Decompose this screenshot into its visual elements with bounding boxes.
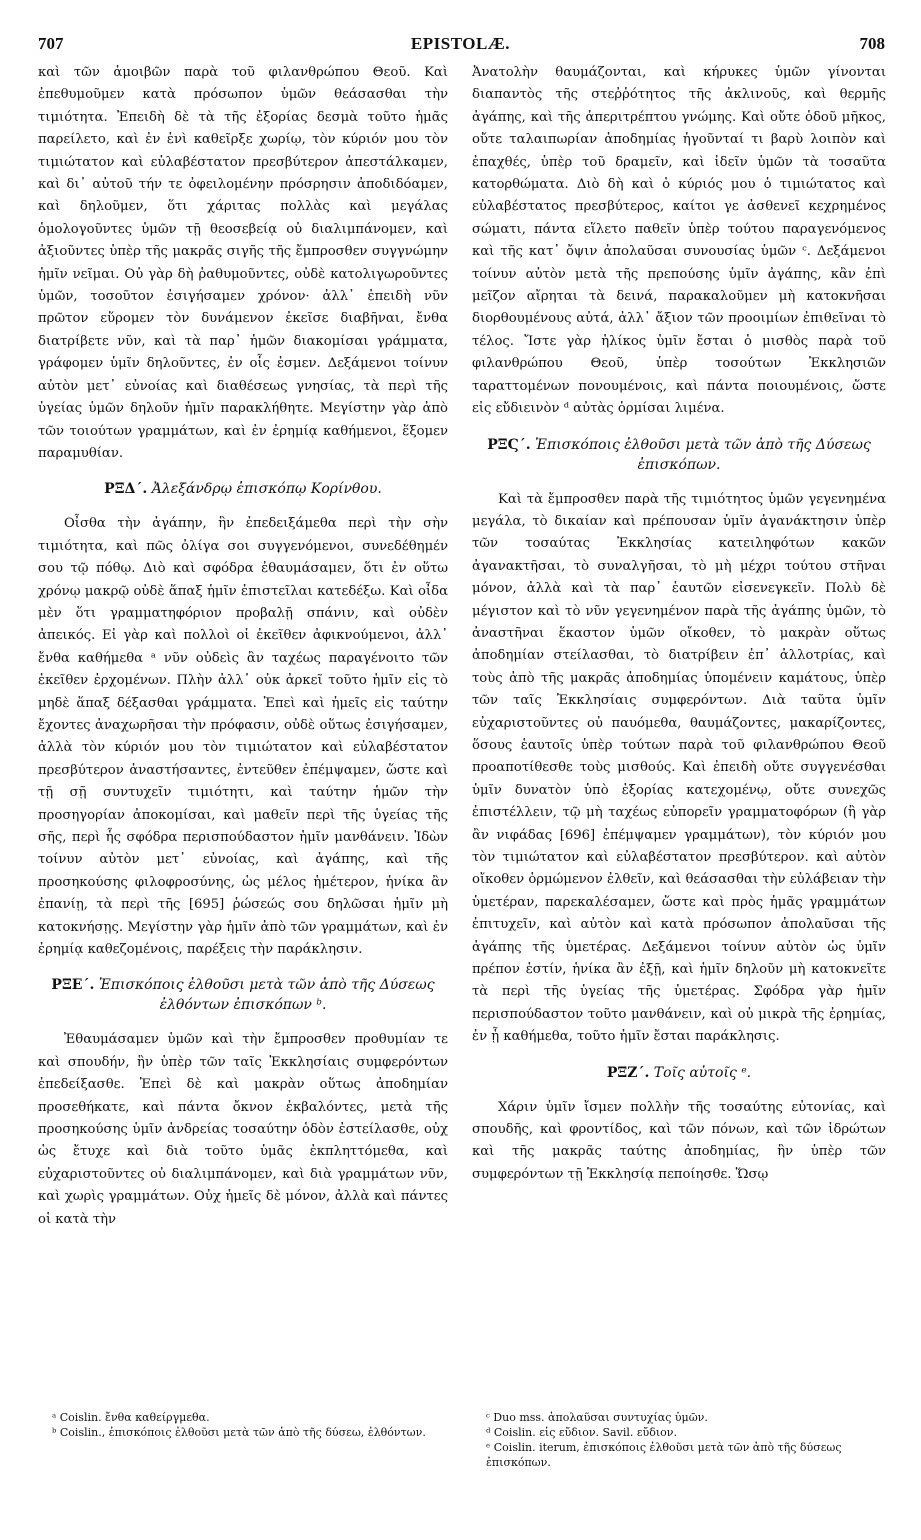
footnote: ᵈ Coislin. εἰς εὔδιον. Savil. εὔδιον. xyxy=(486,1426,677,1439)
letter-number: ΡΞΖ΄. xyxy=(606,1064,650,1081)
letter-heading-167 xyxy=(472,1063,886,1083)
page-number-right: 708 xyxy=(859,34,885,53)
footnote: ᵇ Coislin., ἐπισκόποις ἐλθοῦσι μετὰ τῶν ἀπὸ τῆς δύσεω, ἐλθόντων. xyxy=(52,1426,426,1439)
left-paragraph-2: Οἶσθα τὴν ἀγάπην, ἣν ἐπεδειξάμεθα περὶ τὴν σὴν τιμιότητα, καὶ πῶς ὀλίγα σοι συγγενόμενοι, συνεδέθημέν σου τῷ πόθῳ. Διὸ καὶ σφόδρα ἐθαυμάσαμεν, ὅτι ἐν οὕτω χρόνῳ μακρῷ οὐδὲ ἅπαξ ἡμῖν ἐπιστεῖλαι κατεδέξω. Καὶ οἶδα μὲν ὅτι γραμματηφόριον προβαλῇ σπάνιν, καὶ οὐδὲν ἀπεικός. Εἰ γὰρ καὶ πολλοὶ οἱ ἐκεῖθεν ἀφικνούμενοι, ἀλλ᾽ ἔνθα καθήμεθα ᵃ νῦν οὐδεὶς ἂν ταχέως παραγένοιτο τῶν ἐκεῖθεν ἐρχομένων. Πλὴν ἀλλ᾽ οὐκ ἀρκεῖ τοῦτο ἡμῖν εἰς τὸ μηδὲ ἅπαξ δέξασθαι γράμματα. Ἐπεὶ καὶ ἡμεῖς εἰς ταύτην ἔχοντες ἀναχωρῆσαι τὴν πρόφασιν, οὐδὲ οὕτως ἐσιγήσαμεν, ἀλλὰ τὸν κύριόν μου τὸν τιμιώτατον καὶ εὐλαβέστατον πρεσβύτερον ἀναστήσαντες, ἐντεῦθεν ἐπέμψαμεν, ὥστε καὶ τῇ σῇ συντυχεῖν τιμιότητι, καὶ ταύτην ἡμῶν τὴν προσηγορίαν ἀποκομίσαι, καὶ μαθεῖν περὶ τῆς ὑγείας τῆς σῆς, περὶ ἧς σφόδρα περισπούδαστον ἡμῖν μανθάνειν. Ἰδὼν τοίνυν αὐτὸν μετ᾽ εὐνοίας, καὶ ἀγάπης, καὶ τῆς προσηκούσης φιλοφροσύνης, ὡς μέλος ἡμέτερον, ἡνίκα ἂν ἐπανίῃ, τὰ περὶ τῆς [695] ῥώσεώς σου δηλῶσαι ἡμῖν μὴ κατοκνήσῃς. Μεγίστην γὰρ ἡμῖν ἀπὸ τῶν γραμμάτων, καὶ ἐν ἐρημίᾳ καθεζομένοις, παρέξεις τὴν παράκλησιν. xyxy=(38,516,448,958)
letter-addressee: Ἀλεξάνδρῳ ἐπισκόπῳ Κορίνθου. xyxy=(151,481,382,498)
letter-number: ΡΞϚ΄. xyxy=(487,436,531,453)
footnote: ᵉ Coislin. iterum, ἐπισκόποις ἐλθοῦσι μετὰ τῶν ἀπὸ τῆς δύσεως ἐπισκόπων. xyxy=(486,1441,842,1469)
footnotes-left xyxy=(52,1410,448,1440)
right-paragraph-2: Καὶ τὰ ἔμπροσθεν παρὰ τῆς τιμιότητος ὑμῶν γεγενημένα μεγάλα, τὸ δικαίαν καὶ πρέπουσαν ὑμῖν ἀγανάκτησιν ὑπὲρ τῶν τοσαύτας Ἐκκλησίας κατειληφότων κακῶν ἀγανακτῆσαι, τὸ συναλγῆσαι, τὸ μὴ μέχρι τούτου στῆναι μόνον, ἀλλὰ καὶ τὰ παρ᾽ ἑαυτῶν εἰσενεγκεῖν. Πολὺ δὲ μέγιστον καὶ τὸ νῦν γεγενημένον παρὰ τῆς ἀγάπης ὑμῶν, τὸ ἀναστῆναι ἕκαστον ὑμῶν οἴκοθεν, τὸ μακρὰν οὕτως ἀποδημίαν στείλασθαι, τὸ διατρίβειν ἐπ᾽ ἀλλοτρίας, καὶ τοὺς ἀπὸ τῆς μακρᾶς ἀποδημίας ὑπομένειν καμάτους, ὑπὲρ τῶν ταῖς Ἐκκλησίαις συμφερόντων. Διὰ ταῦτα ὑμῖν εὐχαριστοῦντες οὐ παυόμεθα, θαυμάζοντες, μακαρίζοντες, ὅσους ἑαυτοῖς ὑπὲρ τούτων παρὰ τοῦ φιλανθρώπου Θεοῦ προαποτίθεσθε τοὺς μισθούς. Καὶ ἐπειδὴ οὔτε συγγενέσθαι ὑμῖν δυνατὸν ὑπὸ ἐξορίας κατεχομένῳ, οὔτε συνεχῶς ἐπιστέλλειν, τῷ μὴ ταχέως εὐπορεῖν γραμματοφόρων (ἢ γὰρ ἂν νιφάδας [696] ἐπέμψαμεν γραμμάτων), τὸν κύριόν μου τὸν τιμιώτατον καὶ εὐλαβέστατον πρεσβύτερον. καὶ αὐτὸν οἴκοθεν ὁρμώμενον ἐλθεῖν, καὶ θεάσασθαι τὴν εὐλάβειαν τὴν ὑμετέραν, παρεκαλέσαμεν, ὥστε καὶ πρὸς ἡμᾶς γραμμάτων ἐπιτυχεῖν, καὶ αὐτὸν καὶ κατὰ πρόσωπον ἀπολαῦσαι τῆς ἀγάπης τῆς ὑμετέρας. Δεξάμενοι τοίνυν αὐτὸν ὡς ὑμῖν πρέπον ἐστίν, ἡνίκα ἂν ἐξῇ, καὶ ἡμῖν δηλοῦν μὴ κατοκνεῖτε τὰ περὶ τῆς ὑγείας τῆς ὑμετέρας. Σφόδρα γὰρ ἡμῖν περισπούδαστον τοῦτο μανθάνειν, καὶ οὐ μικρὰ τῆς ἐρημίας, ἐν ᾗ καθήμεθα, τοῦτο ἡμῖν ἔσται παράκλησις. xyxy=(472,491,886,1045)
letter-addressee: Ἐπισκόποις ἐλθοῦσι μετὰ τῶν ἀπὸ τῆς Δύσεως ἐπισκόπων. xyxy=(535,436,871,473)
right-paragraph-3: Χάριν ὑμῖν ἴσμεν πολλὴν τῆς τοσαύτης εὐτονίας, καὶ σπουδῆς, καὶ φροντίδος, καὶ τῶν πόνων, καὶ τῶν ἱδρώτων καὶ τῆς μακρᾶς ταύτης ἀποδημίας, ἣν ὑπὲρ τῶν συμφερόντων τῇ Ἐκκλησίᾳ πεποίησθε. Ὥσῳ xyxy=(472,1099,886,1182)
running-title: EPISTOLÆ. xyxy=(410,34,511,53)
left-paragraph-3: Ἐθαυμάσαμεν ὑμῶν καὶ τὴν ἔμπροσθεν προθυμίαν τε καὶ σπουδήν, ἣν ὑπὲρ τῶν ταῖς Ἐκκλησίαις συμφερόντων ἐπεδείξασθε. Ἐπεὶ δὲ καὶ μακρὰν οὕτως ἀποδημίαν προσεθήκατε, καὶ πάντα ὄκνον ἐκβαλόντες, μετὰ τῆς προσηκούσης ὑμῖν ἀνδρείας τοσαύτην ὁδὸν ἐστείλασθε, οὐχ ὡς ἔτυχε καὶ διὰ τοῦτο ὑμᾶς ἐκπληττόμεθα, καὶ εὐχαριστοῦντες οὐ διαλιμπάνομεν, καὶ διὰ γραμμάτων νῦν, καὶ χωρὶς γραμμάτων. Οὐχ ἡμεῖς δὲ μόνον, ἀλλὰ καὶ πάντες οἱ κατὰ τὴν xyxy=(38,1032,448,1227)
letter-number: ΡΞΕ΄. xyxy=(51,977,95,994)
left-column xyxy=(38,62,448,1231)
letter-heading-164 xyxy=(38,479,448,499)
footnote: ᵃ Coislin. ἔνθα καθείργμεθα. xyxy=(52,1411,210,1424)
letter-heading-165 xyxy=(38,975,448,1015)
letter-number: ΡΞΔ΄. xyxy=(104,481,148,498)
letter-addressee: Ἐπισκόποις ἐλθοῦσι μετὰ τῶν ἀπὸ τῆς Δύσεως ἐλθόντων ἐπισκόπων ᵇ. xyxy=(98,977,435,1014)
left-paragraph-1: καὶ τῶν ἀμοιβῶν παρὰ τοῦ φιλανθρώπου Θεοῦ. Καὶ ἐπεθυμοῦμεν κατὰ πρόσωπον ὑμῶν θεάσασθαι τὴν τιμιότητα. Ἐπειδὴ δὲ τὰ τῆς ἐξορίας δεσμὰ τοῦτο ἡμᾶς παρείλετο, καὶ ἐν ἑνὶ καθεῖρξε χωρίῳ, τὸν κύριόν μου τὸν τιμιώτατον καὶ εὐλαβέστατον πρεσβύτερον ἀπεστάλκαμεν, καὶ δι᾽ αὐτοῦ τήν τε ὀφειλομένην πρόσρησιν ἀποδιδόαμεν, καὶ δηλοῦμεν, ὅτι χάριτας πολλὰς καὶ μεγάλας ὁμολογοῦντες ὑμῶν τῇ θεοσεβείᾳ οὐ διαλιμπάνομεν, καὶ ἀξιοῦντες ὑπὲρ τῆς μακρᾶς σιγῆς τῆς ἔμπροσθεν συγγνώμην ἡμῖν νεῖμαι. Οὐ γὰρ δὴ ῥαθυμοῦντες, οὐδὲ κατολιγωροῦντες ὑμῶν, τοσοῦτον ἐσιγήσαμεν χρόνον· ἀλλ᾽ ἐπειδὴ νῦν πρῶτον εὕρομεν τὸν δυνάμενον ἐκεῖσε διαβῆναι, ἔνθα διατρίβετε νῦν, καὶ τὰ παρ᾽ ἡμῶν διακομίσαι γράμματα, γράφομεν ὑμῖν δηλοῦντες, ἐν οἷς ἐσμεν. Δεξάμενοι τοίνυν αὐτὸν μετ᾽ εὐνοίας καὶ διαθέσεως γνησίας, τὰ περὶ τῆς ὑγείας ὑμῶν δηλοῦν ἡμῖν παρακλήθητε. Μεγίστην γὰρ ἀπὸ τῶν τοιούτων γραμμάτων, καὶ ἐν ἐρημίᾳ καθήμενοι, ἕξομεν παραμυθίαν. xyxy=(38,65,448,461)
footnotes-right xyxy=(486,1410,886,1470)
letter-heading-166 xyxy=(472,435,886,475)
footnote: ᶜ Duo mss. ἀπολαῦσαι συντυχίας ὑμῶν. xyxy=(486,1411,708,1424)
right-paragraph-1: Ἀνατολὴν θαυμάζονται, καὶ κήρυκες ὑμῶν γίνονται διαπαντὸς τῆς στεῤῥότητος τῆς ἀκλινοῦς, καὶ θερμῆς ἀγάπης, καὶ τῆς ἀπεριτρέπτου γνώμης. Καὶ οὔτε ὁδοῦ μῆκος, οὔτε ταλαιπωρίαν ἀποδημίας ἡγοῦνταί τι βαρὺ λοιπὸν καὶ ἐπαχθές, ὑπὲρ τοῦ δραμεῖν, καὶ ἰδεῖν ὑμῶν τὰ τοσαῦτα κατορθώματα. Διὸ δὴ καὶ ὁ κύριός μου ὁ τιμιώτατος καὶ εὐλαβέστατος πρεσβύτερος, καίτοι γε ἀσθενεῖ κεχρημένος σώματι, πάντα εἵλετο παθεῖν ὑπὲρ τούτου παραγενόμενος καὶ τῆς κατ᾽ ὄψιν ἀπολαῦσαι συνουσίας ὑμῶν ᶜ. Δεξάμενοι τοίνυν αὐτὸν μετὰ τῆς πρεπούσης ὑμῖν ἀγάπης, κἂν ἐπὶ μεῖζον αἴρηται τὰ δεινά, παρακαλοῦμεν μὴ κατοκνῆσαι διορθουμένους αὐτά, ἀλλ᾽ ἄξιον τῶν προοιμίων ἐπιθεῖναι τὸ τέλος. Ἴστε γὰρ ἡλίκος ὑμῖν ἔσται ὁ μισθὸς παρὰ τοῦ φιλανθρώπου Θεοῦ, ὑπὲρ τοσούτων Ἐκκλησιῶν ταραττομένων πονουμένοις, καὶ πάντα ποιουμένοις, ὥστε εἰς εὔδιεινὸν ᵈ αὐτὰς ὁρμίσαι λιμένα. xyxy=(472,65,886,417)
letter-addressee: Τοῖς αὐτοῖς ᵉ. xyxy=(653,1064,752,1081)
page-number-left: 707 xyxy=(38,34,64,53)
right-column xyxy=(472,62,886,1186)
